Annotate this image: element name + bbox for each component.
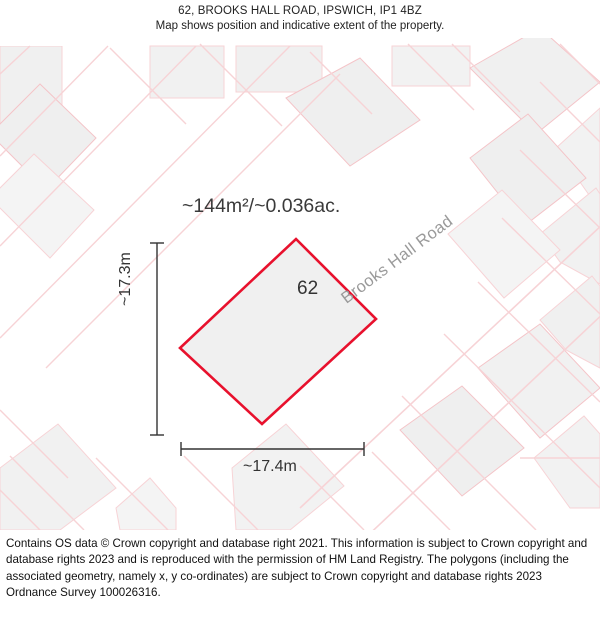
page-subtitle: Map shows position and indicative extent of the property. [155, 20, 445, 32]
subject-property-polygon[interactable] [180, 239, 376, 424]
copyright-notice: Contains OS data © Crown copyright and database right 2021. This information is subject to Crown copyright and database rights 2023 and is reproduced with the permission of HM Land Registry. The polygons (including the associated geometry, namely x, y co-ordinates) are subject to Crown copyright and database rights 2023 Ordnance Survey 100026316. [6, 537, 588, 600]
area-label: ~144m²/~0.036ac. [182, 195, 341, 217]
plot-number-label: 62 [297, 278, 319, 299]
page-header [0, 0, 600, 40]
map-canvas[interactable] [0, 38, 600, 530]
page-title: 62, BROOKS HALL ROAD, IPSWICH, IP1 4BZ [178, 5, 422, 17]
dimension-horizontal-label: ~17.4m [243, 458, 297, 475]
road-name-label: Brooks Hall Road [338, 211, 457, 308]
dimension-vertical-label: ~17.3m [117, 252, 134, 306]
